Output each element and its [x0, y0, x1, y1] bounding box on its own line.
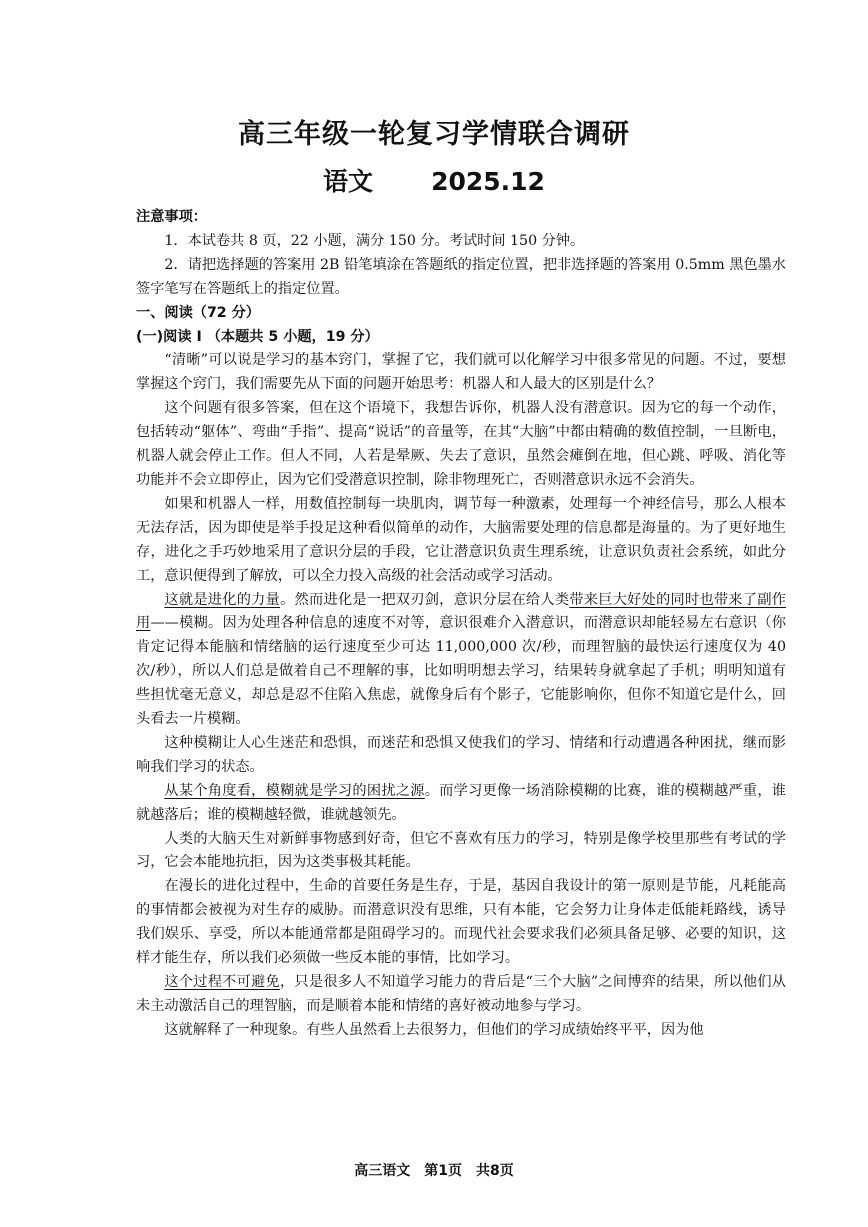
passage-paragraph-5: 这种模糊让人心生迷茫和恐惧，而迷茫和恐惧又使我们的学习、情绪和行动遭遇各种困扰，继而影响我们学习的状态。 — [136, 734, 786, 775]
passage-paragraph-4 — [136, 589, 786, 732]
passage-paragraph-2: 这个问题有很多答案，但在这个语境下，我想告诉你，机器人没有潜意识。因为它的每一个动作，包括转动“躯体”、弯曲“手指”、提高“说话”的音量等，在其“大脑”中都由精确的数值控制，一旦断电，机器人就会停止工作。但人不同，人若是晕厥、失去了意识，虽然会瘫倒在地，但心跳、呼吸、消化等功能并不会立即停止，因为它们受潜意识控制，除非物理死亡，否则潜意识永远不会消失。 — [136, 400, 786, 488]
exam-title: 高三年级一轮复习学情联合调研 — [238, 119, 630, 150]
notes-item-2: 2．请把选择题的答案用 2B 铅笔填涂在答题纸的指定位置，把非选择题的答案用 0.5mm 黑色墨水签字笔写在答题纸上的指定位置。 — [136, 256, 786, 297]
underlined-phrase: 这个过程不可避免 — [164, 974, 280, 990]
page-footer: 高三语文 第1页 共8页 — [354, 1163, 514, 1179]
passage-paragraph-8: 在漫长的进化过程中，生命的首要任务是生存，于是，基因自我设计的第一原则是节能，凡耗能高的事情都会被视为对生存的威胁。而潜意识没有思维，只有本能，它会努力让身体走低能耗路线，诱导我们娱乐、享受，所以本能通常都是阻碍学习的。而现代社会要求我们必须具备足够、必要的知识，这样才能生存，所以我们必须做一些反本能的事情，比如学习。 — [136, 878, 786, 967]
passage-paragraph-6 — [136, 780, 786, 828]
notes-heading: 注意事项： — [136, 209, 207, 225]
section-subheading: (一)阅读 I （本题共 5 小题，19 分） — [136, 328, 379, 345]
passage-paragraph-1: “清晰”可以说是学习的基本窍门，掌握了它，我们就可以化解学习中很多常见的问题。不过，要想掌握这个窍门，我们需要先从下面的问题开始思考：机器人和人最大的区别是什么？ — [136, 352, 786, 393]
passage-paragraph-9 — [136, 971, 786, 1019]
paragraph-text: ——模糊。因为处理各种信息的速度不对等，意识很难介入潜意识，而潜意识却能轻易左右意识（你肯定记得本能脑和情绪脑的运行速度至少可达 11,000,000 次/秒，而理智脑的最快运行速度仅为 40 次/秒），所以人们总是做着自己不理解的事，比如明明想去学习，结果转身就拿起了手机；明明知道有些担忧毫无意义，却总是忍不住陷入焦虑，就像身后有个影子，它能影响你，但你不知道它是什么，回头看去一片模糊。 — [136, 615, 786, 728]
exam-subtitle — [0, 162, 868, 198]
passage-paragraph-10: 这就解释了一种现象。有些人虽然看上去很努力，但他们的学习成绩始终平平，因为他 — [164, 1021, 704, 1038]
subject-label: 语文 — [323, 167, 374, 196]
underlined-phrase: 这就是进化的力量 — [164, 591, 281, 608]
passage-paragraph-3: 如果和机器人一样，用数值控制每一块肌肉，调节每一种激素，处理每一个神经信号，那么人根本无法存活，因为即使是举手投足这种看似简单的动作，大脑需要处理的信息都是海量的。为了更好地生存，进化之手巧妙地采用了意识分层的手段，它让潜意识负责生理系统，让意识负责社会系统，如此分工，意识便得到了解放，可以全力投入高级的社会活动或学习活动。 — [136, 495, 786, 584]
exam-date: 2025.12 — [431, 167, 545, 196]
paragraph-text: 。而学习更像一场消除模糊的比赛，谁的模糊越严重，谁就越落后；谁的模糊越轻微，谁就越领先。 — [136, 782, 786, 823]
passage-paragraph-7: 人类的大脑天生对新鲜事物感到好奇，但它不喜欢有压力的学习，特别是像学校里那些有考试的学习，它会本能地抗拒，因为这类事极其耗能。 — [136, 830, 786, 871]
paragraph-text: 。然而进化是一把双刃剑，意识分层在给人类 — [280, 591, 570, 608]
underlined-phrase: 从某个角度看，模糊就是学习的困扰之源 — [164, 782, 425, 799]
paragraph-text: ，只是很多人不知道学习能力的背后是“三个大脑”之间博弈的结果，所以他们从未主动激活自己的理智脑，而是顺着本能和情绪的喜好被动地参与学习。 — [136, 974, 786, 1014]
notes-item-1: 1．本试卷共 8 页，22 小题，满分 150 分。考试时间 150 分钟。 — [164, 232, 585, 249]
exam-body — [136, 206, 786, 1043]
underlined-phrase: 带来巨大好处的同时也带来了副作用 — [136, 591, 786, 632]
section-heading: 一、阅读（72 分） — [136, 304, 260, 321]
